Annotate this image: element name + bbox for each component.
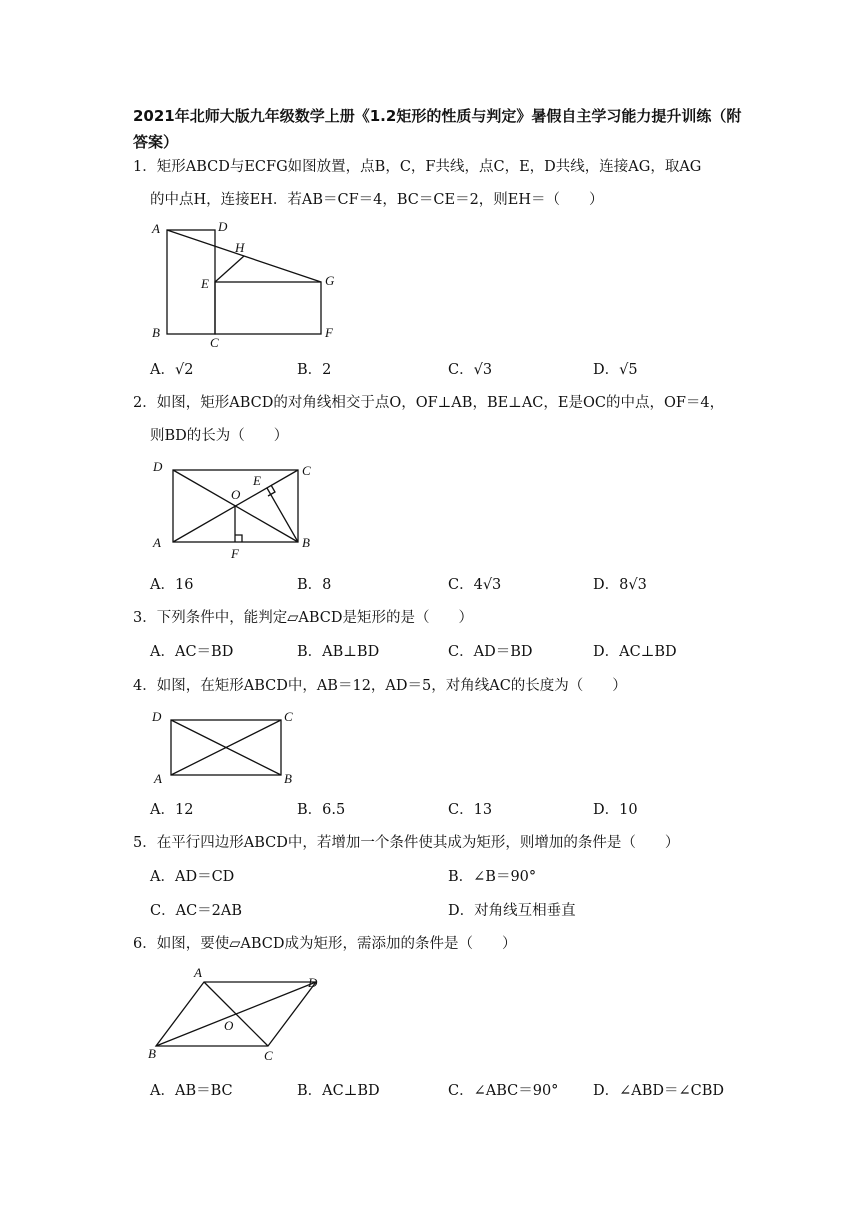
question-6-figure	[140, 960, 340, 1065]
q4-option-a: A．12	[150, 802, 194, 818]
q1-option-b: B．2	[297, 362, 332, 378]
q3-option-a: A．AC＝BD	[150, 644, 234, 660]
q3-option-b: B．AB⊥BD	[297, 644, 380, 660]
right-angle-f	[235, 535, 242, 542]
q5-option-c: C．AC＝2AB	[150, 903, 243, 919]
label-c: C	[264, 1048, 273, 1063]
label-a: A	[154, 771, 162, 786]
question-6-stem: 6．如图，要使▱ABCD成为矩形，需添加的条件是（ ）	[133, 936, 517, 952]
question-5-stem: 5．在平行四边形ABCD中，若增加一个条件使其成为矩形，则增加的条件是（ ）	[133, 835, 680, 851]
q6-option-d: D．∠ABD＝∠CBD	[593, 1083, 725, 1099]
q6-option-c: C．∠ABC＝90°	[448, 1083, 559, 1099]
q1-option-d: D．√5	[593, 362, 638, 378]
label-b: B	[148, 1046, 156, 1061]
question-2-figure	[145, 455, 330, 565]
question-3-stem: 3．下列条件中，能判定▱ABCD是矩形的是（ ）	[133, 610, 473, 626]
label-b: B	[302, 535, 310, 550]
question-2-stem-line1: 2．如图，矩形ABCD的对角线相交于点O，OF⊥AB，BE⊥AC，E是OC的中点，OF＝4，	[133, 395, 725, 411]
q3-option-c: C．AD＝BD	[448, 644, 533, 660]
q1-option-c: C．√3	[448, 362, 493, 378]
label-a: A	[152, 221, 160, 236]
q3-option-d: D．AC⊥BD	[593, 644, 677, 660]
label-f: F	[231, 546, 239, 561]
question-4-stem: 4．如图，在矩形ABCD中，AB＝12，AD＝5，对角线AC的长度为（ ）	[133, 678, 627, 694]
q2-option-b: B．8	[297, 577, 332, 593]
q4-option-b: B．6.5	[297, 802, 346, 818]
q4-option-d: D．10	[593, 802, 638, 818]
q5-option-d: D．对角线互相垂直	[448, 903, 576, 919]
q4-option-c: C．13	[448, 802, 493, 818]
label-c: C	[302, 463, 311, 478]
label-e: E	[201, 276, 209, 291]
q6-option-a: A．AB＝BC	[150, 1083, 233, 1099]
label-f: F	[325, 325, 333, 340]
label-b: B	[152, 325, 160, 340]
label-d: D	[152, 709, 162, 724]
label-d: D	[153, 459, 163, 474]
label-b: B	[284, 771, 292, 786]
q5-option-b: B．∠B＝90°	[448, 869, 537, 885]
q2-option-a: A．16	[150, 577, 194, 593]
segment-be	[267, 488, 298, 542]
question-1-figure	[145, 215, 345, 350]
question-1-stem-line1: 1．矩形ABCD与ECFG如图放置，点B，C，F共线，点C，E，D共线，连接AG，取AG	[133, 159, 702, 175]
q1-option-a: A．√2	[150, 362, 194, 378]
page-title: 2021年北师大版九年级数学上册《1.2矩形的性质与判定》暑假自主学习能力提升训练（附答案）	[133, 107, 742, 151]
q2-option-d: D．8√3	[593, 577, 647, 593]
question-2-stem-line2: 则BD的长为（ ）	[150, 428, 289, 444]
label-a: A	[194, 965, 202, 980]
label-c: C	[210, 335, 219, 350]
q6-option-b: B．AC⊥BD	[297, 1083, 380, 1099]
segment-eh	[215, 256, 244, 282]
label-d: D	[308, 975, 318, 990]
q2-option-c: C．4√3	[448, 577, 502, 593]
label-h: H	[235, 240, 245, 255]
rect-ecfg	[215, 282, 321, 334]
label-o: O	[231, 487, 241, 502]
label-o: O	[224, 1018, 234, 1033]
question-1-stem-line2: 的中点H，连接EH．若AB＝CF＝4，BC＝CE＝2，则EH＝（ ）	[150, 192, 604, 208]
label-e: E	[253, 473, 261, 488]
question-4-figure	[145, 705, 310, 790]
label-c: C	[284, 709, 293, 724]
label-a: A	[153, 535, 161, 550]
label-d: D	[218, 219, 228, 234]
q5-option-a: A．AD＝CD	[150, 869, 235, 885]
label-g: G	[325, 273, 335, 288]
